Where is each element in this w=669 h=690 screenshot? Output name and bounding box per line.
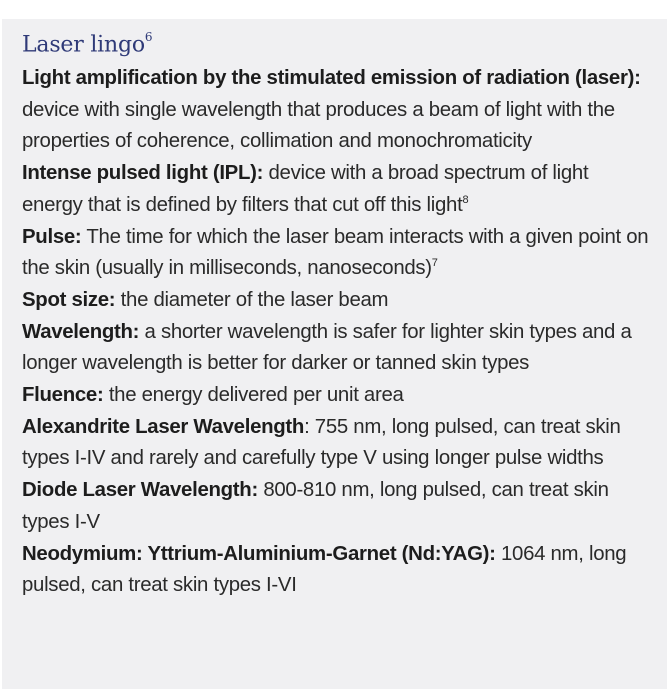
term-name: Alexandrite Laser Wavelength (22, 415, 305, 438)
glossary-title (22, 32, 152, 57)
term-name: Fluence: (22, 384, 104, 407)
term-definition: the diameter of the laser beam (115, 288, 389, 311)
term-definition: the energy delivered per unit area (103, 384, 404, 407)
glossary-list (22, 63, 652, 602)
term-ipl (22, 158, 652, 221)
term-name: Intense pulsed light (IPL): (22, 162, 264, 185)
term-pulse (22, 222, 652, 285)
term-definition: 800-810 nm, long pulsed, can treat skin types I-V (22, 479, 609, 533)
term-ndyag (22, 539, 652, 602)
term-definition: 1064 nm, long pulsed, can treat skin types I-VI (22, 542, 627, 597)
term-name: Diode Laser Wavelength: (22, 479, 258, 502)
term-reference: 7 (431, 257, 438, 270)
term-wavelength (22, 317, 652, 380)
term-reference: 8 (462, 194, 469, 207)
term-name: Wavelength: (22, 320, 140, 343)
term-spot-size (22, 285, 652, 317)
term-name: Spot size: (22, 288, 116, 311)
term-definition: The time for which the laser beam interacts with a given point on the skin (usually in milliseconds, nanoseconds) (22, 225, 649, 280)
term-laser (22, 63, 652, 158)
term-name: Neodymium: Yttrium-Aluminium-Garnet (Nd:YAG): (22, 542, 496, 565)
term-definition: : 755 nm, long pulsed, can treat skin types I-IV and rarely and carefully type V using longer pulse widths (22, 415, 621, 470)
term-definition: device with a broad spectrum of light energy that is defined by filters that cut off this light (22, 162, 589, 216)
title-text: Laser lingo (22, 32, 145, 58)
term-diode (22, 475, 652, 538)
term-fluence (22, 380, 652, 412)
term-definition: a shorter wavelength is safer for lighter skin types and a longer wavelength is better for darker or tanned skin types (22, 320, 632, 375)
term-name: Light amplification by the stimulated emission of radiation (laser): (22, 67, 641, 89)
title-reference: 6 (144, 30, 153, 44)
term-definition: device with single wavelength that produces a beam of light with the properties of coherence, collimation and monochromaticity (22, 98, 615, 153)
term-name: Pulse: (22, 225, 82, 248)
term-alexandrite (22, 412, 652, 475)
